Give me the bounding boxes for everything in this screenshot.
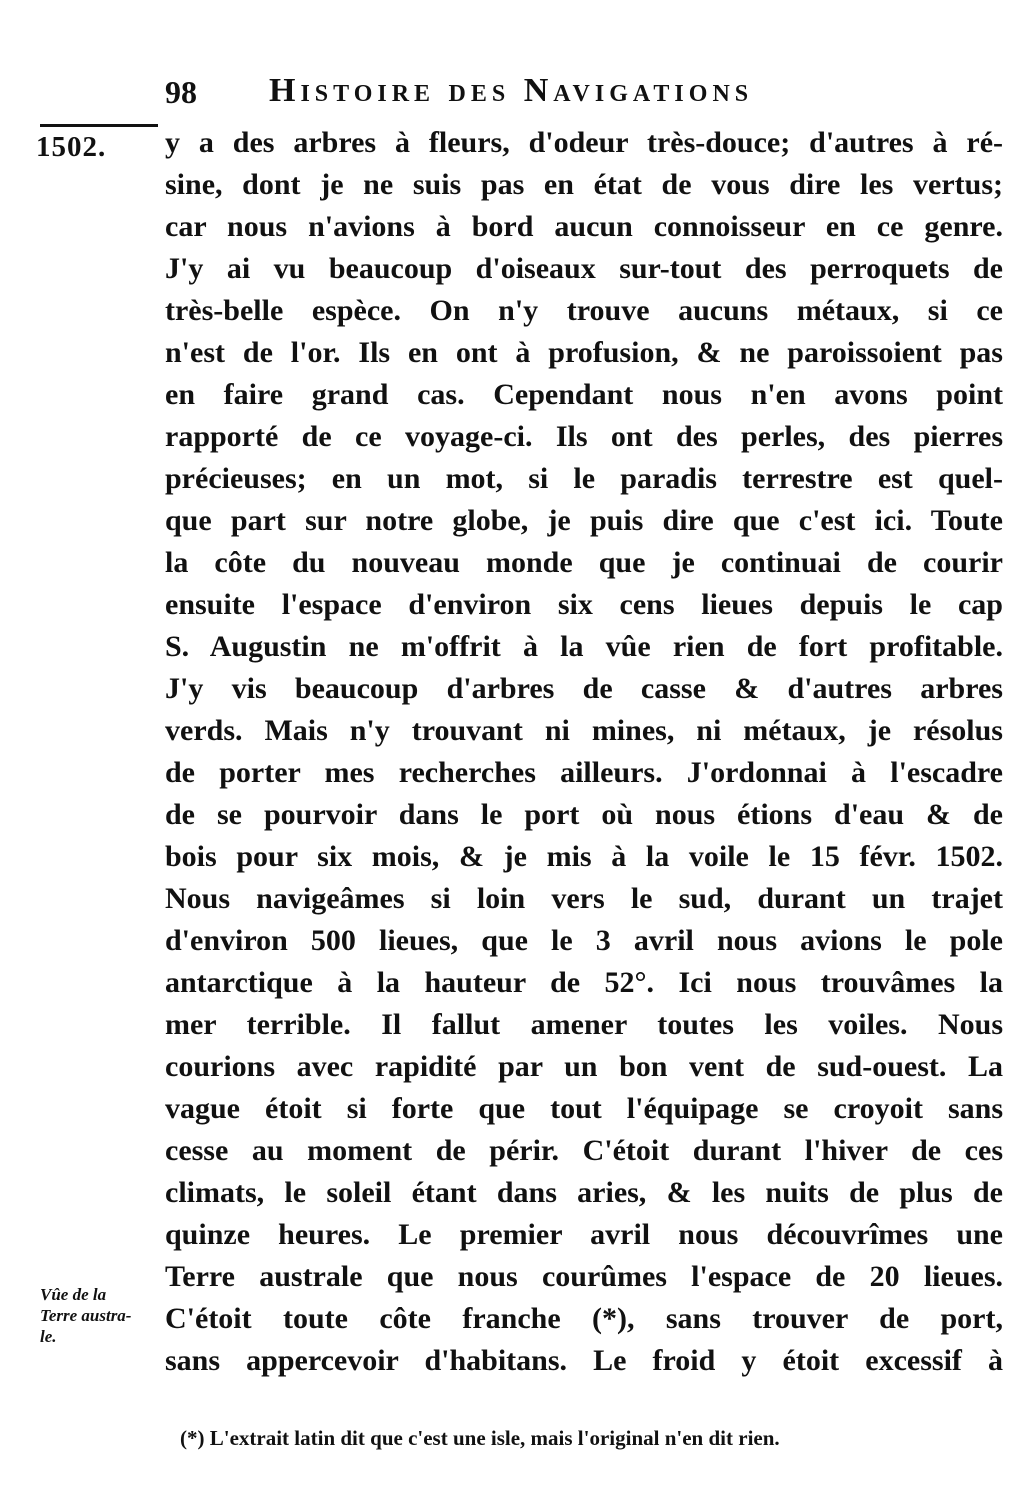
text-line: verds. Mais n'y trouvant ni mines, ni métaux, je résolus	[165, 714, 1003, 747]
text-line: que part sur notre globe, je puis dire que c'est ici. Toute	[165, 504, 1003, 537]
text-line: vague étoit si forte que tout l'équipage se croyoit sans	[165, 1092, 1003, 1125]
text-line: antarctique à la hauteur de 52°. Ici nous trouvâmes la	[165, 966, 1003, 999]
page-number: 98	[165, 74, 197, 110]
margin-note-line: Vûe de la	[40, 1285, 107, 1304]
margin-note-line: le.	[40, 1327, 57, 1346]
text-line: très-belle espèce. On n'y trouve aucuns métaux, si ce	[165, 294, 1003, 327]
text-line: en faire grand cas. Cependant nous n'en avons point	[165, 378, 1003, 411]
text-line: rapporté de ce voyage-ci. Ils ont des perles, des pierres	[165, 420, 1003, 453]
margin-note-line: Terre austra-	[40, 1306, 132, 1325]
text-line: d'environ 500 lieues, que le 3 avril nous avions le pole	[165, 924, 1003, 957]
text-line: C'étoit toute côte franche (*), sans trouver de port,	[165, 1302, 1003, 1335]
footnote: (*) L'extrait latin dit que c'est une isle, mais l'original n'en dit rien.	[180, 1426, 780, 1450]
text-line: J'y ai vu beaucoup d'oiseaux sur-tout des perroquets de	[165, 252, 1003, 285]
text-line: mer terrible. Il fallut amener toutes les voiles. Nous	[165, 1008, 1003, 1041]
text-line: quinze heures. Le premier avril nous découvrîmes une	[165, 1218, 1003, 1251]
text-line: Terre australe que nous courûmes l'espace de 20 lieues.	[165, 1260, 1003, 1293]
running-title: Histoire des Navigations	[269, 72, 754, 109]
body-text	[165, 122, 1003, 1382]
text-line: car nous n'avions à bord aucun connoisseur en ce genre.	[165, 210, 1003, 243]
text-line: précieuses; en un mot, si le paradis terrestre est quel-	[165, 462, 1003, 495]
text-line: sine, dont je ne suis pas en état de vous dire les vertus;	[165, 168, 1003, 201]
margin-year: 1502.	[36, 131, 107, 163]
text-line: la côte du nouveau monde que je continuai de courir	[165, 546, 1003, 579]
text-line: courions avec rapidité par un bon vent de sud-ouest. La	[165, 1050, 1003, 1083]
text-line: de porter mes recherches ailleurs. J'ordonnai à l'escadre	[165, 756, 1003, 789]
text-line: bois pour six mois, & je mis à la voile le 15 févr. 1502.	[165, 840, 1003, 873]
text-line: n'est de l'or. Ils en ont à profusion, & ne paroissoient pas	[165, 336, 1003, 369]
page-header	[165, 70, 1005, 120]
margin-note	[40, 1284, 158, 1347]
margin-rule	[40, 124, 158, 127]
text-line: S. Augustin ne m'offrit à la vûe rien de fort profitable.	[165, 630, 1003, 663]
text-line: y a des arbres à fleurs, d'odeur très-douce; d'autres à ré-	[165, 126, 1003, 159]
text-line: J'y vis beaucoup d'arbres de casse & d'autres arbres	[165, 672, 1003, 705]
text-line: climats, le soleil étant dans aries, & les nuits de plus de	[165, 1176, 1003, 1209]
text-line: cesse au moment de périr. C'étoit durant l'hiver de ces	[165, 1134, 1003, 1167]
text-line: ensuite l'espace d'environ six cens lieues depuis le cap	[165, 588, 1003, 621]
text-line: Nous navigeâmes si loin vers le sud, durant un trajet	[165, 882, 1003, 915]
text-line: sans appercevoir d'habitans. Le froid y étoit excessif à	[165, 1344, 1003, 1377]
text-line: de se pourvoir dans le port où nous étions d'eau & de	[165, 798, 1003, 831]
